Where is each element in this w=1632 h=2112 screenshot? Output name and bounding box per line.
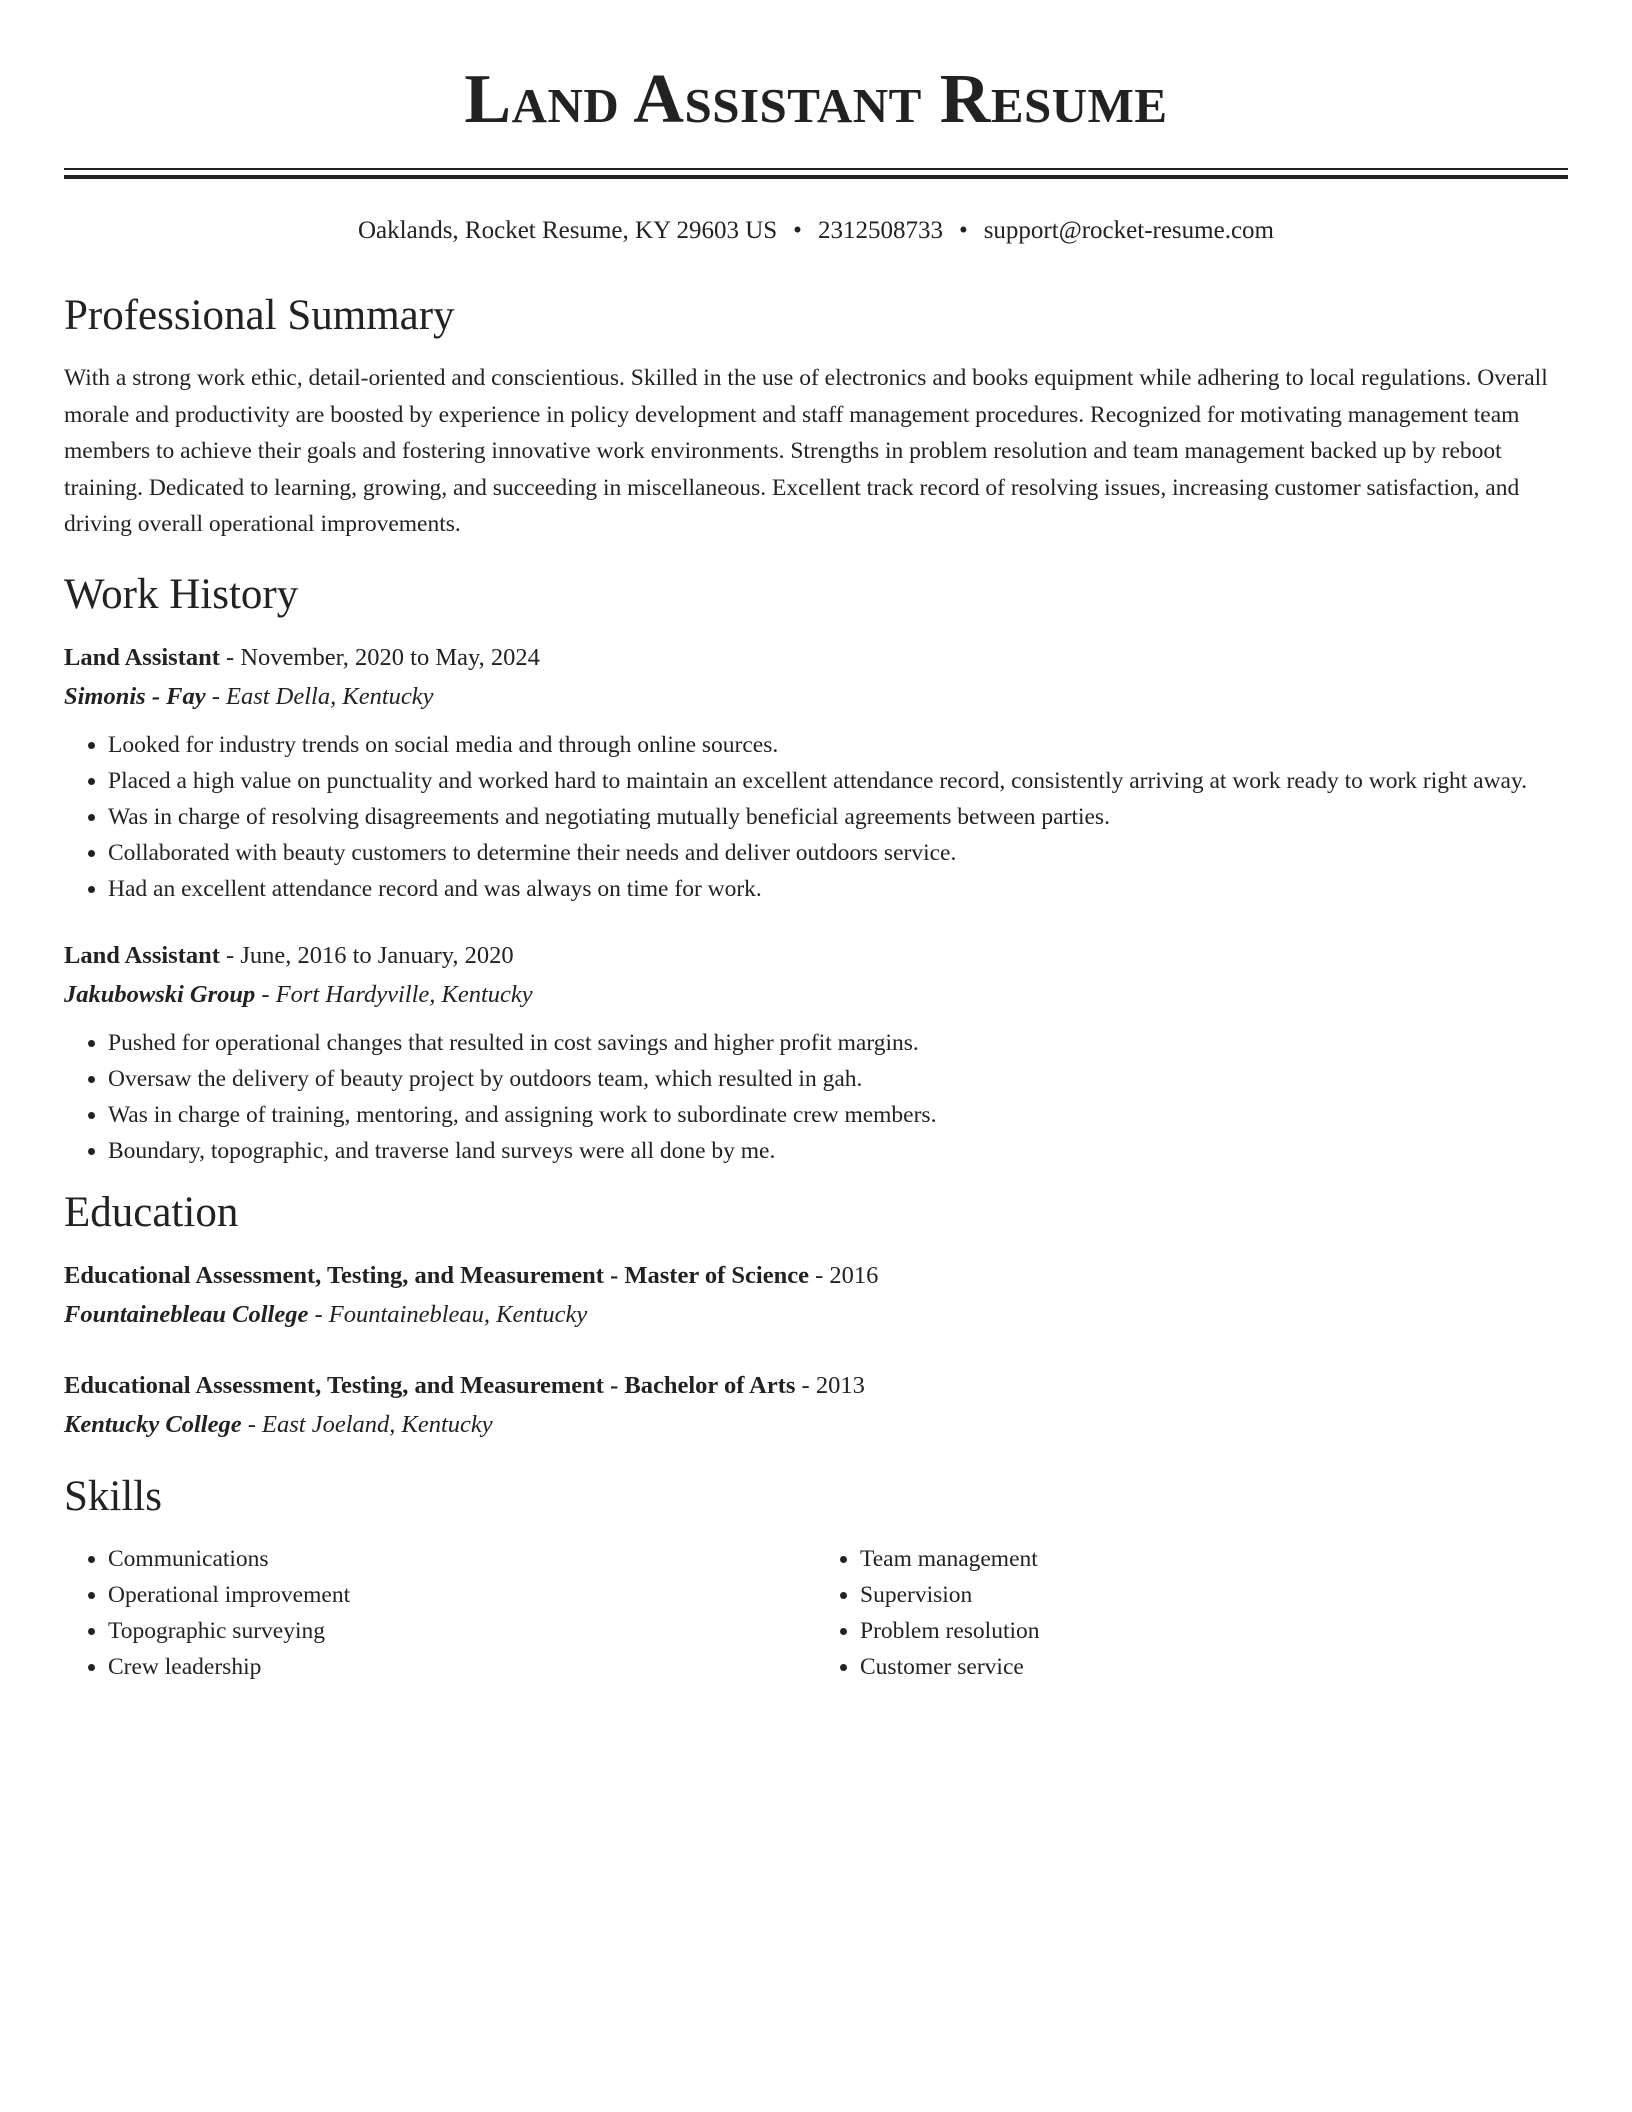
job-header xyxy=(64,639,1568,677)
work-history-section xyxy=(64,569,1568,1169)
education-school: Kentucky College xyxy=(64,1410,242,1438)
contact-phone: 2312508733 xyxy=(817,217,943,244)
education-section xyxy=(64,1187,1568,1445)
job-title: Land Assistant xyxy=(64,941,220,969)
contact-separator: • xyxy=(793,217,802,244)
education-school: Fountainebleau College xyxy=(64,1300,309,1328)
header-rule-thin xyxy=(64,168,1568,170)
education-degree: Educational Assessment, Testing, and Measurement - Master of Science xyxy=(64,1261,809,1289)
skill-item: • Problem resolution xyxy=(860,1613,1568,1649)
job-duty: • Was in charge of resolving disagreements and negotiating mutually beneficial agreements between parties. xyxy=(108,799,1568,835)
skills-grid xyxy=(64,1541,1568,1685)
education-location: - East Joeland, Kentucky xyxy=(241,1410,493,1438)
skill-item: • Communications xyxy=(108,1541,816,1577)
job-entry xyxy=(64,639,1568,907)
job-location: - Fort Hardyville, Kentucky xyxy=(255,980,533,1008)
skills-column-left xyxy=(64,1541,816,1685)
job-duties xyxy=(64,1025,1568,1169)
job-title: Land Assistant xyxy=(64,643,220,671)
job-duty: • Boundary, topographic, and traverse land surveys were all done by me. xyxy=(108,1133,1568,1169)
education-entry xyxy=(64,1257,1568,1335)
contact-address: Oaklands, Rocket Resume, KY 29603 US xyxy=(358,217,778,244)
job-duty: • Looked for industry trends on social media and through online sources. xyxy=(108,727,1568,763)
education-heading: Education xyxy=(64,1188,239,1236)
job-duty: • Was in charge of training, mentoring, and assigning work to subordinate crew members. xyxy=(108,1097,1568,1133)
job-duty: • Oversaw the delivery of beauty project by outdoors team, which resulted in gah. xyxy=(108,1061,1568,1097)
job-company: Jakubowski Group xyxy=(64,980,256,1008)
education-header xyxy=(64,1367,1568,1405)
education-school-line xyxy=(64,1405,1568,1445)
education-year: - 2016 xyxy=(808,1261,879,1289)
job-duty: • Had an excellent attendance record and was always on time for work. xyxy=(108,871,1568,907)
job-dates: - June, 2016 to January, 2020 xyxy=(219,941,514,969)
skills-section xyxy=(64,1471,1568,1685)
skill-item: • Crew leadership xyxy=(108,1649,816,1685)
skill-item: • Customer service xyxy=(860,1649,1568,1685)
skill-item: • Team management xyxy=(860,1541,1568,1577)
education-school-line xyxy=(64,1295,1568,1335)
job-employer xyxy=(64,677,1568,717)
education-location: - Fountainebleau, Kentucky xyxy=(308,1300,588,1328)
job-employer xyxy=(64,975,1568,1015)
contact-line xyxy=(64,215,1568,247)
job-duty: • Collaborated with beauty customers to determine their needs and deliver outdoors service. xyxy=(108,835,1568,871)
summary-heading: Professional Summary xyxy=(64,292,455,339)
job-header xyxy=(64,937,1568,975)
skill-item: • Topographic surveying xyxy=(108,1613,816,1649)
job-entry xyxy=(64,937,1568,1169)
job-duties xyxy=(64,727,1568,907)
education-entry xyxy=(64,1367,1568,1445)
job-location: - East Della, Kentucky xyxy=(205,682,434,710)
resume-title: Land Assistant Resume xyxy=(464,61,1168,138)
skill-item: • Supervision xyxy=(860,1577,1568,1613)
header-rule-thick xyxy=(64,175,1568,179)
contact-separator: • xyxy=(958,217,968,244)
job-duty: • Pushed for operational changes that resulted in cost savings and higher profit margins. xyxy=(108,1025,1568,1061)
summary-text: With a strong work ethic, detail-oriented and conscientious. Skilled in the use of electronics and books equipment while adhering to local regulations. Overall morale and productivity are boosted by experience in policy development and staff management procedures. Recognized for motivating management team members to achieve their goals and fostering innovative work environments. Strengths in problem resolution and team management backed up by reboot training. Dedicated to learning, growing, and succeeding in miscellaneous. Excellent track record of resolving issues, increasing customer satisfaction, and driving overall operational improvements. xyxy=(64,365,1548,537)
skills-column-right xyxy=(816,1541,1568,1685)
job-dates: - November, 2020 to May, 2024 xyxy=(219,643,540,671)
skill-item: • Operational improvement xyxy=(108,1577,816,1613)
resume-content xyxy=(64,290,1568,1685)
education-degree: Educational Assessment, Testing, and Measurement - Bachelor of Arts xyxy=(64,1371,796,1399)
contact-email: support@rocket-resume.com xyxy=(983,217,1274,244)
work-history-heading: Work History xyxy=(64,570,299,618)
education-year: - 2013 xyxy=(795,1371,865,1399)
job-company: Simonis - Fay xyxy=(64,682,206,710)
education-header xyxy=(64,1257,1568,1295)
skills-heading: Skills xyxy=(64,1472,162,1520)
summary-section xyxy=(64,290,1568,543)
job-duty: • Placed a high value on punctuality and worked hard to maintain an excellent attendance record, consistently arriving at work ready to work right away. xyxy=(108,763,1568,799)
